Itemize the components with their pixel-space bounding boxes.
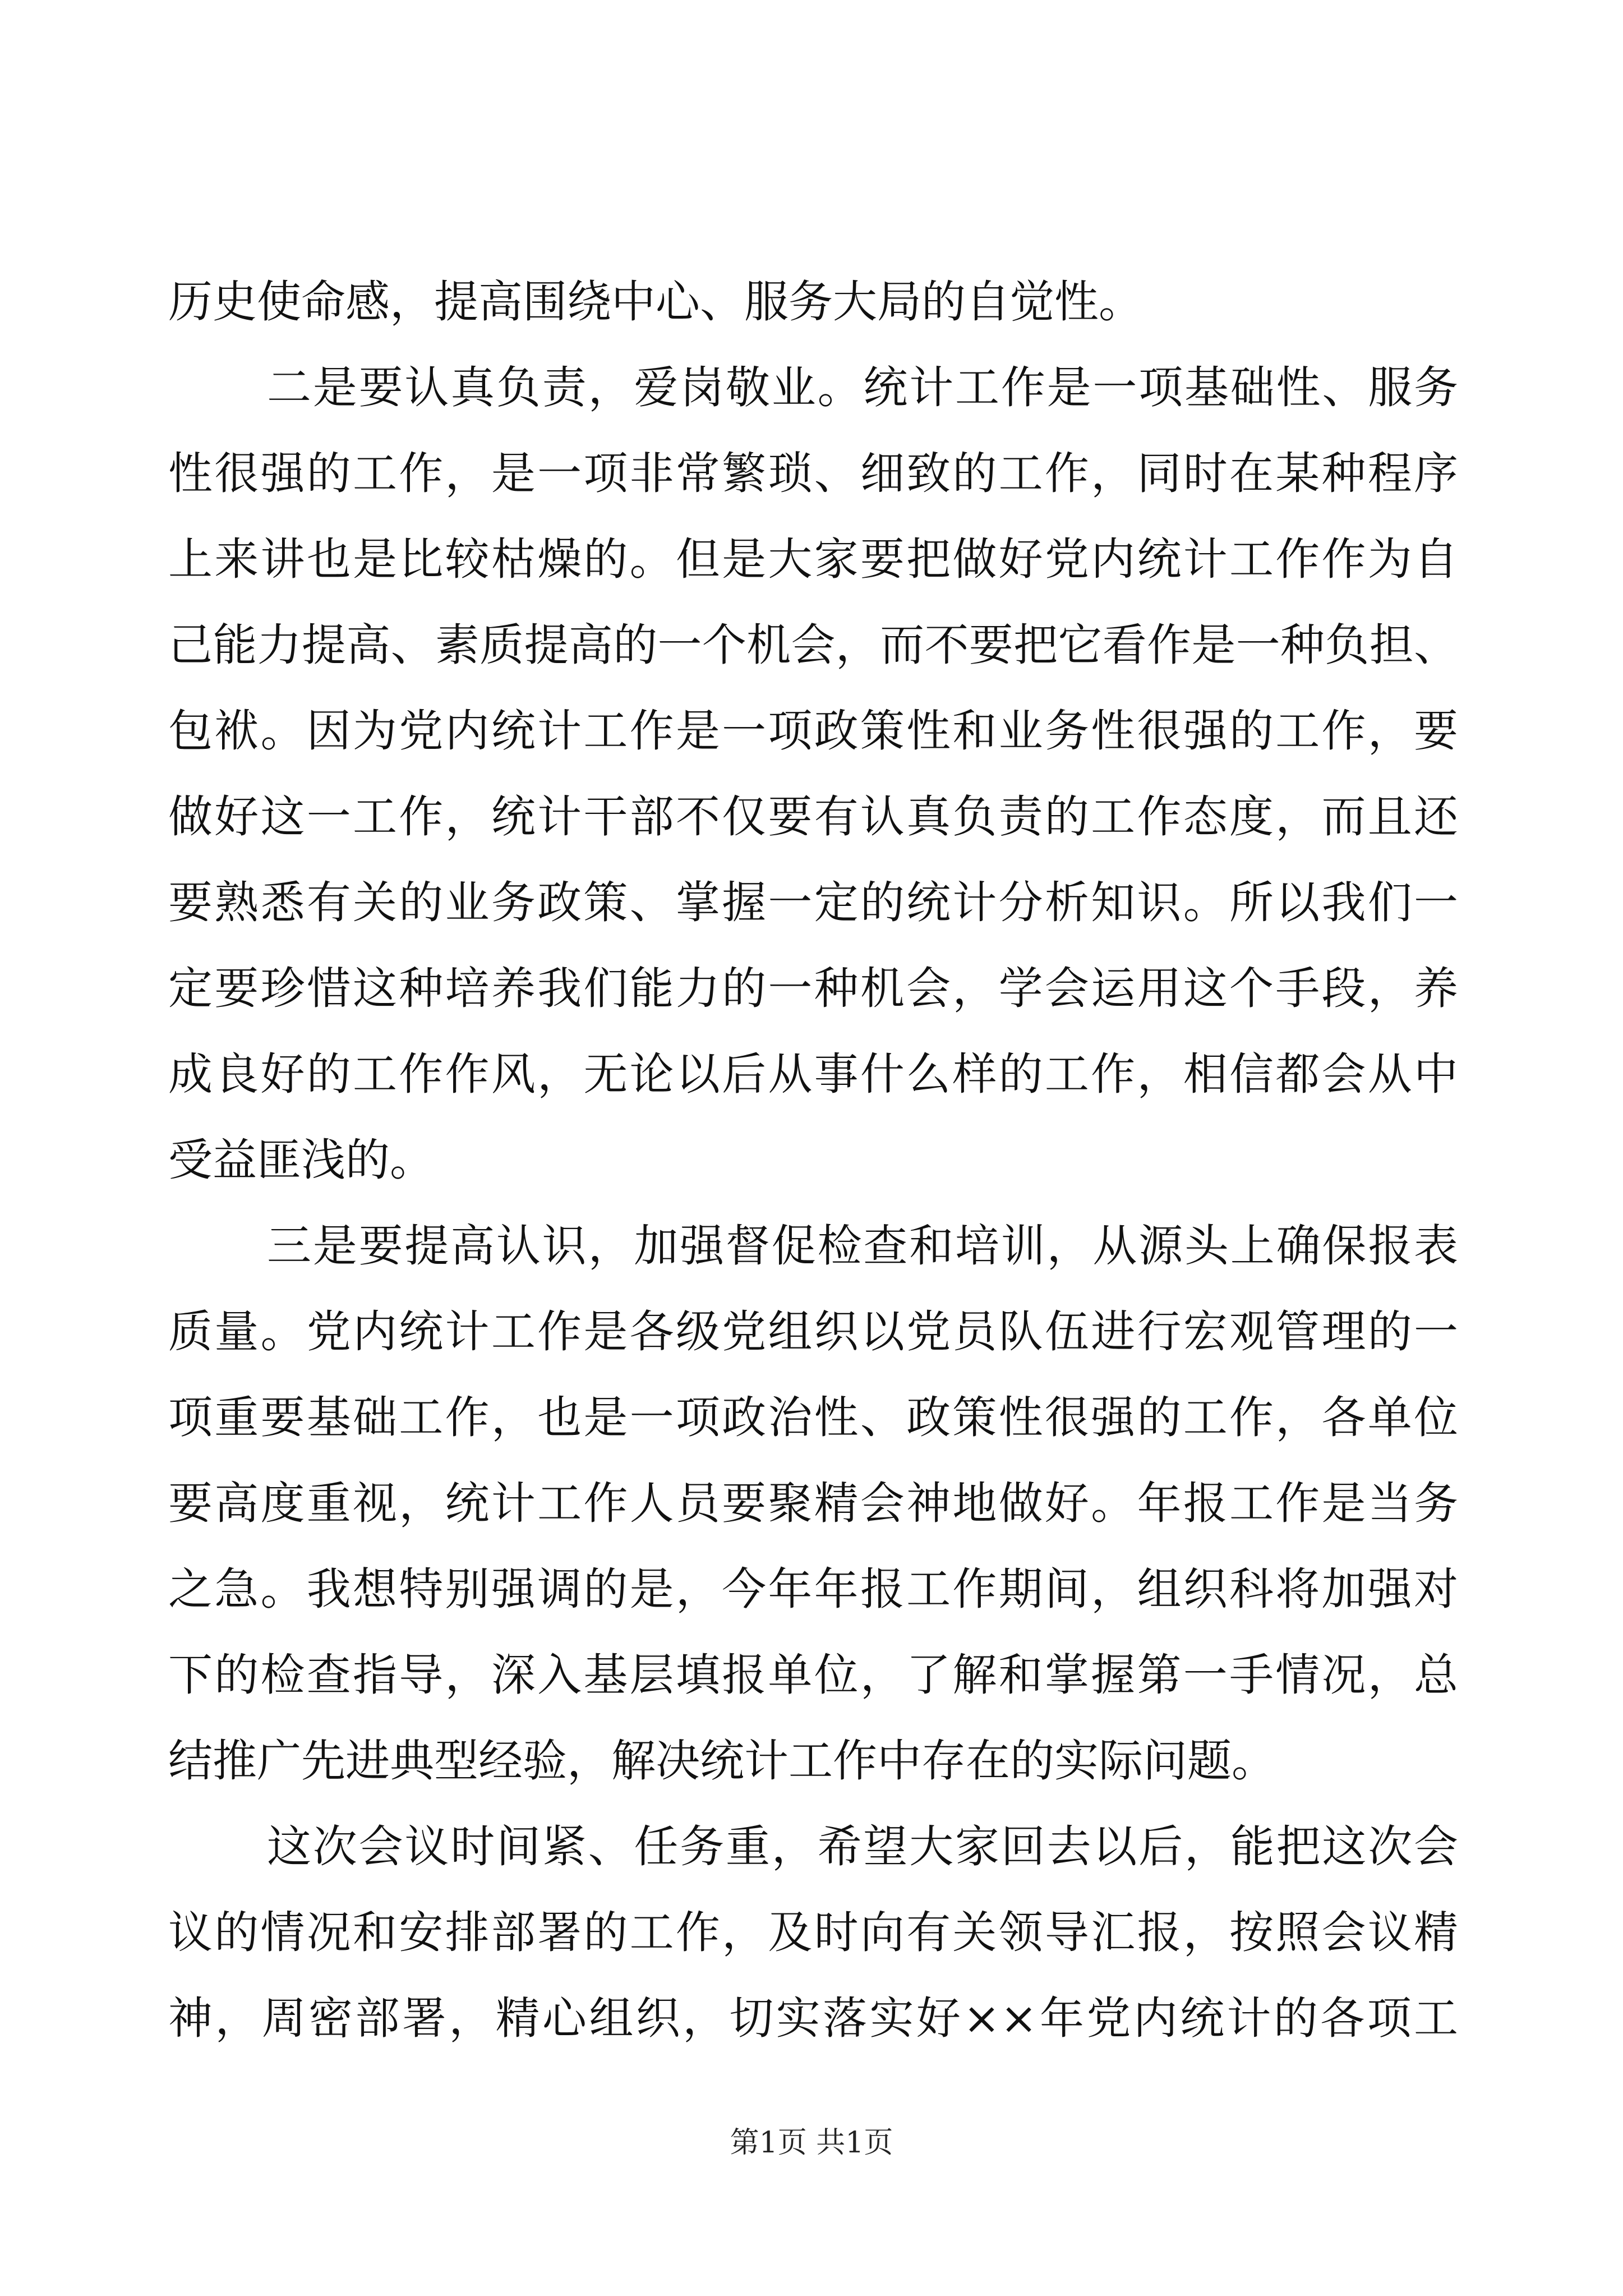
text-line: 要高度重视，统计工作人员要聚精会神地做好。年报工作是当务 xyxy=(168,1478,1458,1529)
text-line: 做好这一工作，统计干部不仅要有认真负责的工作态度，而且还 xyxy=(168,791,1458,843)
page-footer xyxy=(0,2120,1623,2165)
text-line: 项重要基础工作，也是一项政治性、政策性很强的工作，各单位 xyxy=(168,1392,1458,1443)
text-line: 历史使命感，提高围绕中心、服务大局的自觉性。 xyxy=(168,276,1143,328)
text-line: 之急。我想特别强调的是，今年年报工作期间，组织科将加强对 xyxy=(168,1563,1458,1615)
text-line: 定要珍惜这种培养我们能力的一种机会，学会运用这个手段，养 xyxy=(168,963,1458,1014)
text-line: 性很强的工作，是一项非常繁琐、细致的工作，同时在某种程序 xyxy=(168,448,1458,499)
text-line: 这次会议时间紧、任务重，希望大家回去以后，能把这次会 xyxy=(267,1821,1458,1872)
text-line: 议的情况和安排部署的工作，及时向有关领导汇报，按照会议精 xyxy=(168,1907,1458,1958)
document-body xyxy=(168,259,1458,2062)
text-line: 受益匪浅的。 xyxy=(168,1134,434,1186)
text-line: 包袱。因为党内统计工作是一项政策性和业务性很强的工作，要 xyxy=(168,705,1458,757)
text-line: 成良好的工作作风，无论以后从事什么样的工作，相信都会从中 xyxy=(168,1048,1458,1100)
text-line: 上来讲也是比较枯燥的。但是大家要把做好党内统计工作作为自 xyxy=(168,533,1458,585)
text-line: 三是要提高认识，加强督促检查和培训，从源头上确保报表 xyxy=(267,1220,1458,1272)
page-number-label: 第1页 共1页 xyxy=(730,2126,893,2160)
text-line: 己能力提高、素质提高的一个机会，而不要把它看作是一种负担、 xyxy=(168,619,1458,671)
text-line: 要熟悉有关的业务政策、掌握一定的统计分析知识。所以我们一 xyxy=(168,877,1458,928)
text-line: 质量。党内统计工作是各级党组织以党员队伍进行宏观管理的一 xyxy=(168,1306,1458,1358)
text-line: 结推广先进典型经验，解决统计工作中存在的实际问题。 xyxy=(168,1735,1276,1787)
text-line: 神，周密部署，精心组织，切实落实好××年党内统计的各项工 xyxy=(168,1993,1458,2044)
text-line: 二是要认真负责，爱岗敬业。统计工作是一项基础性、服务 xyxy=(267,362,1458,413)
text-line: 下的检查指导，深入基层填报单位，了解和掌握第一手情况，总 xyxy=(168,1649,1458,1701)
